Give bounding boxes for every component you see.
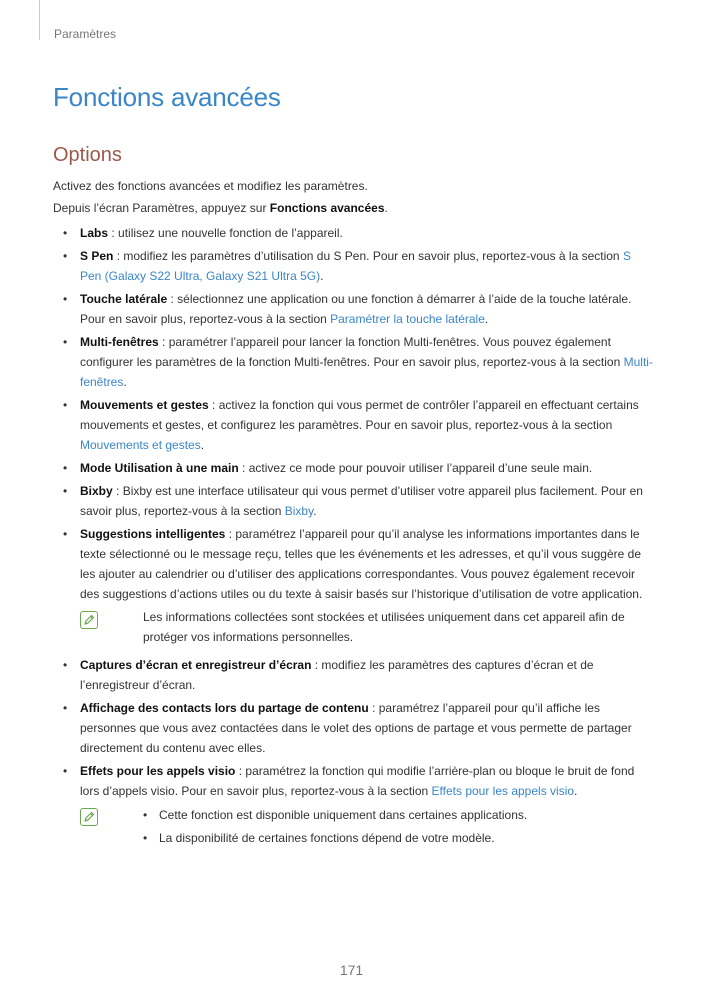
list-item-captures: [53, 655, 653, 695]
intro-line-1: Activez des fonctions avancées et modifiez les paramètres.: [53, 179, 368, 193]
link-bixby[interactable]: Bixby: [284, 504, 314, 518]
bullet: •: [63, 658, 68, 672]
intro-line-2: [53, 201, 388, 215]
item-text: : modifiez les paramètres d’utilisation du S Pen. Pour en savoir plus, reportez-vous à la section: [113, 249, 623, 263]
page-title: Fonctions avancées: [53, 82, 281, 112]
note-bullet-item: [143, 804, 653, 827]
page-number: 171: [339, 962, 364, 978]
bullet: •: [63, 335, 68, 349]
bullet: •: [143, 808, 148, 822]
item-after: .: [313, 504, 317, 518]
link-effets-visio[interactable]: Effets pour les appels visio: [431, 784, 575, 798]
bullet: •: [63, 527, 68, 541]
item-bold: Effets pour les appels visio: [80, 764, 236, 778]
item-bold: S Pen: [80, 249, 114, 263]
item-text: : utilisez une nouvelle fonction de l’appareil.: [108, 226, 343, 240]
item-after: .: [200, 438, 205, 452]
list-item-mode-une-main: [53, 458, 653, 478]
note-bullet-text: Cette fonction est disponible uniquement dans certaines applications.: [159, 808, 528, 822]
note-icon: [80, 808, 98, 826]
link-mouvements-gestes[interactable]: Mouvements et gestes: [80, 438, 201, 452]
item-bold: Mouvements et gestes: [80, 398, 209, 412]
section-title: Options: [53, 144, 122, 166]
item-text: : modifiez les paramètres des captures d’écran et de l’enregistreur d’écran.: [80, 658, 594, 692]
note-bullet-list: [143, 804, 653, 850]
list-item-mouvements-gestes: [53, 395, 653, 455]
list-item-touche-laterale: [53, 289, 653, 329]
bullet: •: [63, 484, 68, 498]
item-bold: Multi-fenêtres: [80, 335, 159, 349]
item-bold: Affichage des contacts lors du partage de contenu: [80, 701, 369, 715]
bullet: •: [63, 701, 68, 715]
intro-line-2-bold: Fonctions avancées: [269, 201, 385, 215]
list-item-s-pen: [53, 246, 653, 286]
item-after: .: [123, 375, 127, 389]
item-after: .: [574, 784, 578, 798]
item-text: : paramétrez l’appareil pour qu’il analyse les informations importantes dans le texte sélectionné ou le message reçu, telles que les événements et les adresses, et qu’il vous suggère de les ajouter au calendrier ou d’utiliser des applications correspondantes. Vous pouvez également recevoir des suggestions d’actions utiles ou du texte à saisir basés sur l’historique d’utilisation de votre application.: [80, 527, 643, 601]
item-after: .: [320, 269, 324, 283]
item-text: : Bixby est une interface utilisateur qui vous permet d’utiliser votre appareil plus facilement. Pour en savoir plus, reportez-vous à la section: [80, 484, 643, 518]
header-divider: [39, 0, 40, 40]
breadcrumb: Paramètres: [54, 27, 117, 41]
bullet: •: [63, 461, 68, 475]
item-bold: Suggestions intelligentes: [80, 527, 226, 541]
list-item-multi-fenetres: [53, 332, 653, 392]
list-item-effets-visio: [53, 761, 653, 801]
bullet: •: [63, 292, 68, 306]
item-bold: Bixby: [80, 484, 113, 498]
bullet: •: [63, 249, 68, 263]
item-text: : activez la fonction qui vous permet de contrôler l’appareil en effectuant certains mouvements et gestes, et configurez les paramètres. Pour en savoir plus, reportez-vous à la section: [80, 398, 639, 432]
item-text: : paramétrez l’appareil pour qu’il affiche les personnes que vous avez contactées dans le volet des options de partage et vous permette de partager directement du contenu avec elles.: [80, 701, 632, 755]
link-s-pen[interactable]: S Pen (Galaxy S22 Ultra, Galaxy S21 Ultra 5G): [80, 249, 631, 283]
note-bullet-item: [143, 827, 653, 850]
item-text: : sélectionnez une application ou une fonction à démarrer à l’aide de la touche latérale. Pour en savoir plus, reportez-vous à la section: [80, 292, 632, 326]
bullet: •: [143, 831, 148, 845]
note-bullet-text: La disponibilité de certaines fonctions dépend de votre modèle.: [159, 831, 495, 845]
bullet: •: [63, 764, 68, 778]
item-bold: Labs: [80, 226, 109, 240]
link-touche-laterale[interactable]: Paramétrer la touche latérale: [330, 312, 485, 326]
note-icon: [80, 611, 98, 629]
item-text: : activez ce mode pour pouvoir utiliser l’appareil d’une seule main.: [238, 461, 593, 475]
item-bold: Captures d’écran et enregistreur d’écran: [80, 658, 312, 672]
note-block-1: [80, 607, 653, 647]
note-text: Les informations collectées sont stockées et utilisées uniquement dans cet appareil afin de protéger vos informations personnelles.: [143, 610, 625, 644]
item-after: .: [484, 312, 489, 326]
list-item-labs: [53, 223, 653, 243]
note-block-2: [80, 804, 653, 850]
item-text: : paramétrer l’appareil pour lancer la fonction Multi-fenêtres. Vous pouvez également configurer les paramètres de la fonction Multi-fenêtres. Pour en savoir plus, reportez-vous à la section: [80, 335, 624, 369]
item-text: : paramétrez la fonction qui modifie l’arrière-plan ou bloque le bruit de fond lors d’appels visio. Pour en savoir plus, reportez-vous à la section: [80, 764, 635, 798]
bullet: •: [63, 398, 68, 412]
intro-line-2-prefix: Depuis l’écran Paramètres, appuyez sur: [53, 201, 270, 215]
pencil-icon: [83, 811, 95, 823]
list-item-bixby: [53, 481, 653, 521]
list-item-suggestions: [53, 524, 653, 604]
pencil-icon: [83, 614, 95, 626]
item-bold: Mode Utilisation à une main: [80, 461, 239, 475]
list-item-affichage-contacts: [53, 698, 653, 758]
item-bold: Touche latérale: [80, 292, 168, 306]
bullet: •: [63, 226, 68, 240]
intro-line-2-suffix: .: [384, 201, 388, 215]
link-multi-fenetres[interactable]: Multi-fenêtres: [80, 355, 653, 389]
options-list: [53, 223, 653, 858]
